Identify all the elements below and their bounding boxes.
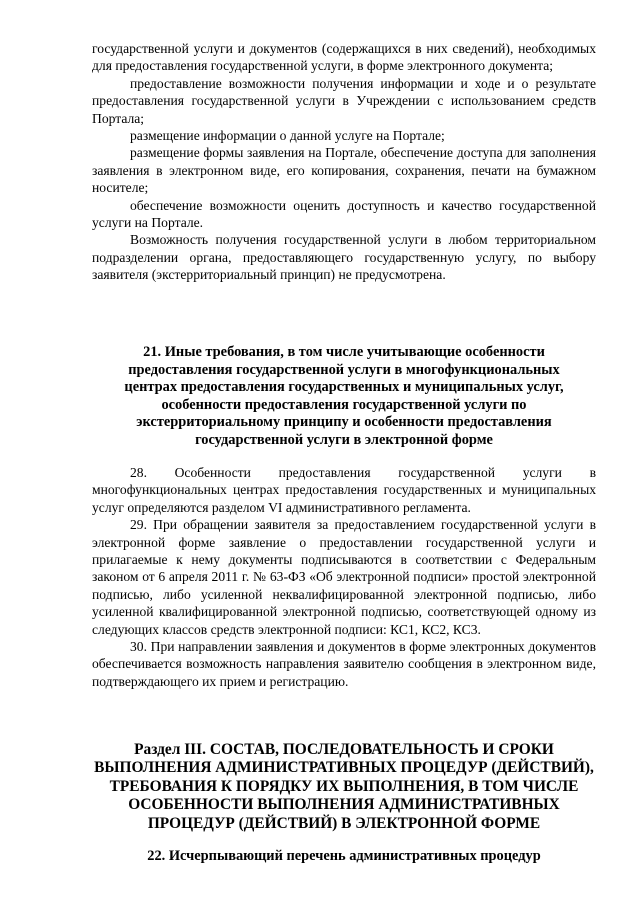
heading-line: ТРЕБОВАНИЯ К ПОРЯДКУ ИХ ВЫПОЛНЕНИЯ, В ТОМ ЧИСЛЕ [109, 777, 579, 795]
paragraph: государственной услуги и документов (содержащихся в них сведений), необходимых для предоставления государственной услуги, в форме электронного документа; [92, 41, 596, 74]
top-text-block [92, 40, 596, 284]
paragraph: размещение формы заявления на Портале, обеспечение доступа для заполнения заявления в электронном виде, его копирования, сохранения, печати на бумажном носителе; [92, 145, 596, 196]
section-21-text-block [92, 464, 596, 690]
paragraph: размещение информации о данной услуге на Портале; [130, 128, 445, 144]
paragraph-29: 29. При обращении заявителя за предоставлением государственной услуги в электронной форме заявление о предоставлении государственной услуги и прилагаемые к нему документы подписываются в соответствии с Федеральным законом от 6 апреля 2011 г. № 63-ФЗ «Об электронной подписи» простой электронной подписью, либо усиленной неквалифицированной электронной подписью, либо усиленной квалифицированной электронной подписью, соответствующей одному из следующих классов средств электронной подписи: КС1, КС2, КС3. [92, 517, 596, 637]
paragraph: предоставление возможности получения информации и ходе и о результате предоставления государственной услуги в Учреждении с использованием средств Портала; [92, 75, 596, 126]
heading-line: ОСОБЕННОСТИ ВЫПОЛНЕНИЯ АДМИНИСТРАТИВНЫХ [128, 796, 560, 814]
paragraph: обеспечение возможности оценить доступность и качество государственной услуги на Портале. [92, 197, 596, 231]
section-22-heading [88, 848, 600, 866]
paragraph: Возможность получения государственной услуги в любом территориальном подразделении органа, предоставляющего государственную услугу, по выбору заявителя (экстерриториальный принцип) не предусмотрена. [92, 232, 596, 283]
heading-line: 21. Иные требования, в том числе учитывающие особенности [143, 344, 545, 360]
heading-line: 22. Исчерпывающий перечень административных процедур [147, 848, 541, 864]
paragraph-28: 28. Особенности предоставления государственной услуги в многофункциональных центрах предоставления государственных и муниципальных услуг определяются разделом VI административного регламента. [92, 465, 596, 515]
heading-line: особенности предоставления государственной услуги по [161, 396, 527, 413]
heading-line: Раздел III. СОСТАВ, ПОСЛЕДОВАТЕЛЬНОСТЬ И СРОКИ [134, 741, 554, 758]
heading-line: ВЫПОЛНЕНИЯ АДМИНИСТРАТИВНЫХ ПРОЦЕДУР (ДЕЙСТВИЙ), [94, 759, 594, 777]
section-21-heading [88, 344, 600, 450]
heading-line: предоставления государственной услуги в многофункциональных [128, 361, 560, 378]
heading-line: центрах предоставления государственных и муниципальных услуг, [124, 379, 564, 396]
paragraph-30: 30. При направлении заявления и документов в форме электронных документов обеспечивается возможность направления заявителю сообщения в электронном виде, подтверждающего их прием и регистрацию. [92, 639, 596, 689]
section-3-heading [88, 741, 600, 833]
heading-line: экстерриториальному принципу и особенности предоставления [136, 414, 552, 431]
heading-line: государственной услуги в электронной форме [195, 431, 493, 448]
heading-line: ПРОЦЕДУР (ДЕЙСТВИЙ) В ЭЛЕКТРОННОЙ ФОРМЕ [147, 814, 541, 832]
